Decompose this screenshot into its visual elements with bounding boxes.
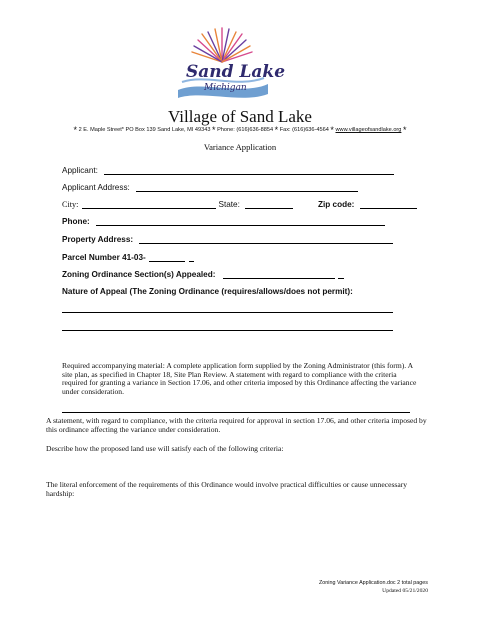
parcel-number-label: Parcel Number 41-03- xyxy=(62,253,146,262)
zoning-section-tail xyxy=(338,269,344,279)
phone-field[interactable] xyxy=(96,216,385,226)
applicant-field[interactable] xyxy=(104,165,394,175)
nature-of-appeal-label: Nature of Appeal (The Zoning Ordinance (requires/allows/does not permit): xyxy=(62,287,353,296)
literal-enforcement-paragraph: The literal enforcement of the requirements of this Ordinance would involve practical difficulties or cause unnecessary hardship: xyxy=(46,480,408,498)
city-state-zip-row xyxy=(62,199,417,209)
footer-document-name: Zoning Variance Application.doc 2 total pages xyxy=(319,580,428,586)
zip-label: Zip code: xyxy=(317,200,355,209)
village-title: Village of Sand Lake xyxy=(168,107,312,126)
bullet-star: * xyxy=(274,125,279,135)
statement-paragraph: A statement, with regard to compliance, with the criteria required for approval in section 17.06, and other criteria imposed by this ordinance affecting the variance under consideration. xyxy=(46,416,427,434)
property-address-label: Property Address: xyxy=(62,235,134,244)
applicant-label: Applicant: xyxy=(62,166,98,175)
applicant-address-label: Applicant Address: xyxy=(62,183,130,192)
city-field[interactable] xyxy=(82,199,216,209)
applicant-row xyxy=(62,165,394,175)
zoning-section-label: Zoning Ordinance Section(s) Appealed: xyxy=(62,270,216,279)
applicant-address-field[interactable] xyxy=(136,182,358,192)
website-link[interactable]: www.villageofsandlake.org xyxy=(335,127,402,133)
phone-label: Phone: xyxy=(62,217,90,226)
nature-of-appeal-line-2[interactable] xyxy=(62,330,393,331)
bullet-star: * xyxy=(330,125,334,135)
city-label: City: xyxy=(62,200,79,209)
footer-updated-date: Updated 05/21/2020 xyxy=(382,588,428,594)
nature-of-appeal-line-1[interactable] xyxy=(62,312,393,313)
required-material-paragraph: Required accompanying material: A complete application form supplied by the Zoning Administrator (this form). A site plan, as specified in Chapter 18, Site Plan Review. A statement with regard to compliance with the criteria required for granting a variance in Section 17.06, and other criteria imposed by this Ordinance affecting the variance under consideration. xyxy=(62,361,417,396)
parcel-number-field[interactable] xyxy=(149,252,185,262)
phone-row xyxy=(62,216,385,226)
logo-text: Sand Lake xyxy=(186,62,286,82)
statement-line[interactable] xyxy=(62,412,410,413)
parcel-number-row xyxy=(62,252,194,262)
form-title: Variance Application xyxy=(203,142,277,152)
state-field[interactable] xyxy=(245,199,293,209)
bullet-star: * xyxy=(402,125,407,135)
parcel-number-tail xyxy=(189,252,194,262)
zoning-section-row xyxy=(62,269,344,279)
zoning-section-field[interactable] xyxy=(223,269,335,279)
state-label: State: xyxy=(218,200,240,209)
zip-field[interactable] xyxy=(360,199,417,209)
describe-criteria-text: Describe how the proposed land use will satisfy each of the following criteria: xyxy=(46,444,284,453)
applicant-address-row xyxy=(62,182,358,192)
address-line xyxy=(0,125,480,135)
bullet-star: * xyxy=(73,125,78,135)
bullet-star: * xyxy=(212,125,216,135)
property-address-field[interactable] xyxy=(139,234,393,244)
phone-text: Phone: (616)636-8854 xyxy=(217,127,274,133)
address-text: 2 E. Maple Street* PO Box 139 Sand Lake, MI 49343 xyxy=(78,127,211,133)
fax-text: Fax: (616)636-4564 xyxy=(279,127,329,133)
property-address-row xyxy=(62,234,393,244)
fireworks-graphic xyxy=(192,28,252,62)
logo-subtext: Michigan xyxy=(204,83,247,93)
